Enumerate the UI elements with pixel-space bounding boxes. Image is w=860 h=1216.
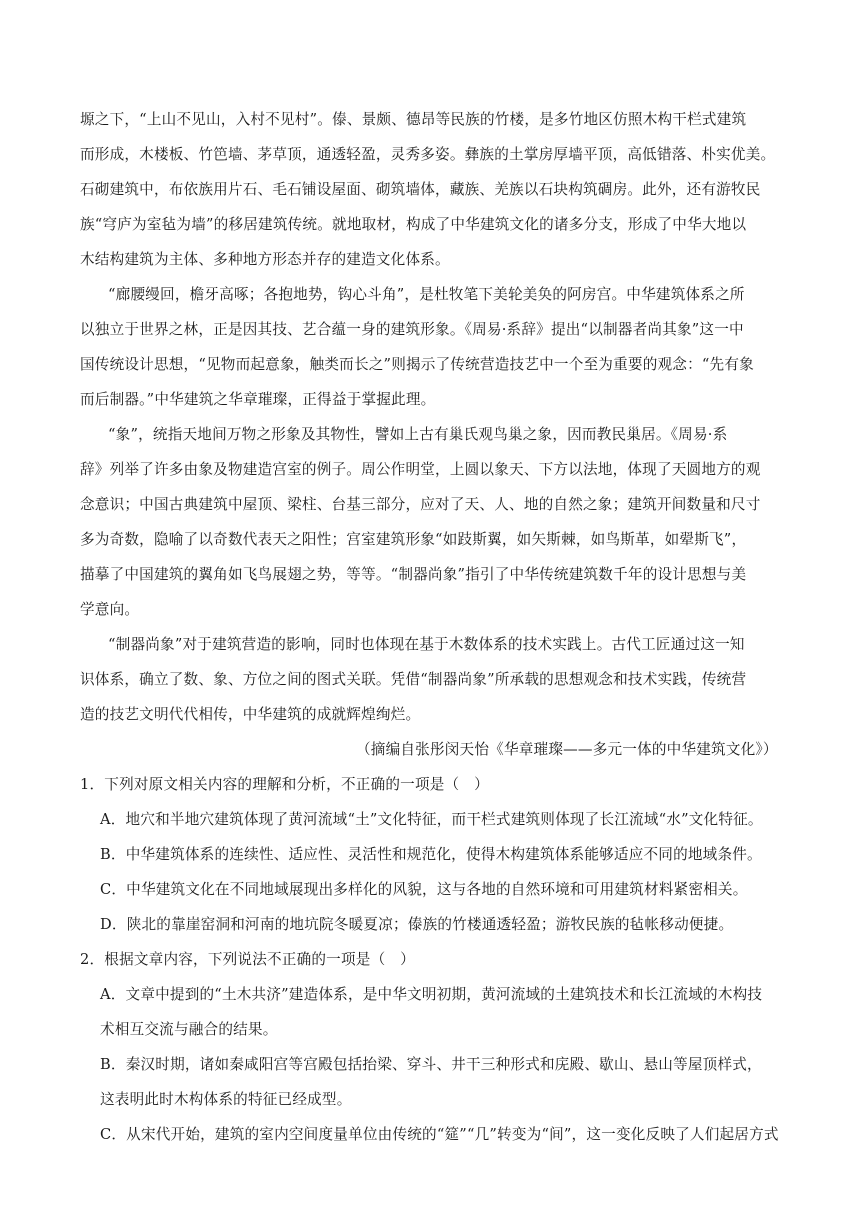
paragraph-line: 多为奇数，隐喻了以奇数代表天之阳性；宫室建筑形象“如跂斯翼，如矢斯棘，如鸟斯革，如翚斯飞”， <box>80 531 747 548</box>
paragraph-line: 族“穹庐为室毡为墙”的移居建筑传统。就地取材，构成了中华建筑文化的诸多分支，形成了中华大地以 <box>80 216 747 233</box>
source-citation: （摘编自张彤闵天怡《华章璀璨——多元一体的中华建筑文化》） <box>356 741 778 758</box>
question-1-option-c: C．中华建筑文化在不同地域展现出多样化的风貌，这与各地的自然环境和可用建筑材料紧密相关。 <box>100 881 748 898</box>
question-2-option-b-cont: 这表明此时木构体系的特征已经成型。 <box>100 1091 352 1108</box>
question-1-stem: 1．下列对原文相关内容的理解和分析，不正确的一项是（ ） <box>80 776 489 793</box>
question-2-option-a-cont: 术相互交流与融合的结果。 <box>100 1021 278 1038</box>
paragraph-line: 石砌建筑中，布依族用片石、毛石铺设屋面、砌筑墙体，藏族、羌族以石块构筑碉房。此外，还有游牧民 <box>80 181 761 198</box>
question-2-option-b: B．秦汉时期，诸如秦咸阳宫等宫殿包括抬梁、穿斗、井干三种形式和庑殿、歇山、悬山等屋顶样式， <box>100 1056 762 1073</box>
question-1-option-a: A．地穴和半地穴建筑体现了黄河流域“土”文化特征，而干栏式建筑则体现了长江流域“水”文化特征。 <box>100 811 763 828</box>
paragraph-line: 塬之下，“上山不见山，入村不见村”。傣、景颇、德昂等民族的竹楼，是多竹地区仿照木构干栏式建筑 <box>80 111 747 128</box>
question-2-option-a: A．文章中提到的“土木共济”建造体系，是中华文明初期，黄河流域的土建筑技术和长江流域的木构技 <box>100 986 763 1003</box>
paragraph-line: 识体系，确立了数、象、方位之间的图式关联。凭借“制器尚象”所承载的思想观念和技术实践，传统营 <box>80 671 747 688</box>
paragraph-line: 描摹了中国建筑的翼角如飞鸟展翅之势，等等。“制器尚象”指引了中华传统建筑数千年的设计思想与美 <box>80 566 747 583</box>
paragraph-line: 而形成，木楼板、竹笆墙、茅草顶，通透轻盈，灵秀多姿。彝族的土掌房厚墙平顶，高低错落、朴实优美。 <box>80 146 776 163</box>
paragraph-line: “象”，统指天地间万物之形象及其物性，譬如上古有巢氏观鸟巢之象，因而教民巢居。《周易·系 <box>108 426 728 443</box>
question-1-option-d: D．陕北的靠崖窑洞和河南的地坑院冬暖夏凉；傣族的竹楼通透轻盈；游牧民族的毡帐移动便捷。 <box>100 916 734 933</box>
paragraph-line: 造的技艺文明代代相传，中华建筑的成就辉煌绚烂。 <box>80 706 421 723</box>
question-2-stem: 2．根据文章内容，下列说法不正确的一项是（ ） <box>80 951 415 968</box>
question-2-option-c: C．从宋代开始，建筑的室内空间度量单位由传统的“筵”“几”转变为“间”，这一变化反映了人们起居方式 <box>100 1126 779 1143</box>
paragraph-line: 木结构建筑为主体、多种地方形态并存的建造文化体系。 <box>80 251 450 268</box>
paragraph-line: 学意向。 <box>80 601 140 618</box>
paragraph-line: 念意识；中国古典建筑中屋顶、梁柱、台基三部分，应对了天、人、地的自然之象；建筑开间数量和尺寸 <box>80 496 761 513</box>
paragraph-line: “制器尚象”对于建筑营造的影响，同时也体现在基于木数体系的技术实践上。古代工匠通过这一知 <box>108 636 745 653</box>
paragraph-line: 辞》列举了许多由象及物建造宫室的例子。周公作明堂，上圆以象天、下方以法地，体现了天圆地方的观 <box>80 461 761 478</box>
paragraph-line: 而后制器。”中华建筑之华章璀璨，正得益于掌握此理。 <box>80 391 436 408</box>
paragraph-line: 以独立于世界之林，正是因其技、艺合蕴一身的建筑形象。《周易·系辞》提出“以制器者尚其象”这一中 <box>80 321 744 338</box>
paragraph-line: 国传统设计思想，“见物而起意象，触类而长之”则揭示了传统营造技艺中一个至为重要的观念：“先有象 <box>80 356 754 373</box>
paragraph-line: “廊腰缦回，檐牙高啄；各抱地势，钩心斗角”，是杜牧笔下美轮美奂的阿房宫。中华建筑体系之所 <box>108 286 745 303</box>
question-1-option-b: B．中华建筑体系的连续性、适应性、灵活性和规范化，使得木构建筑体系能够适应不同的地域条件。 <box>100 846 762 863</box>
